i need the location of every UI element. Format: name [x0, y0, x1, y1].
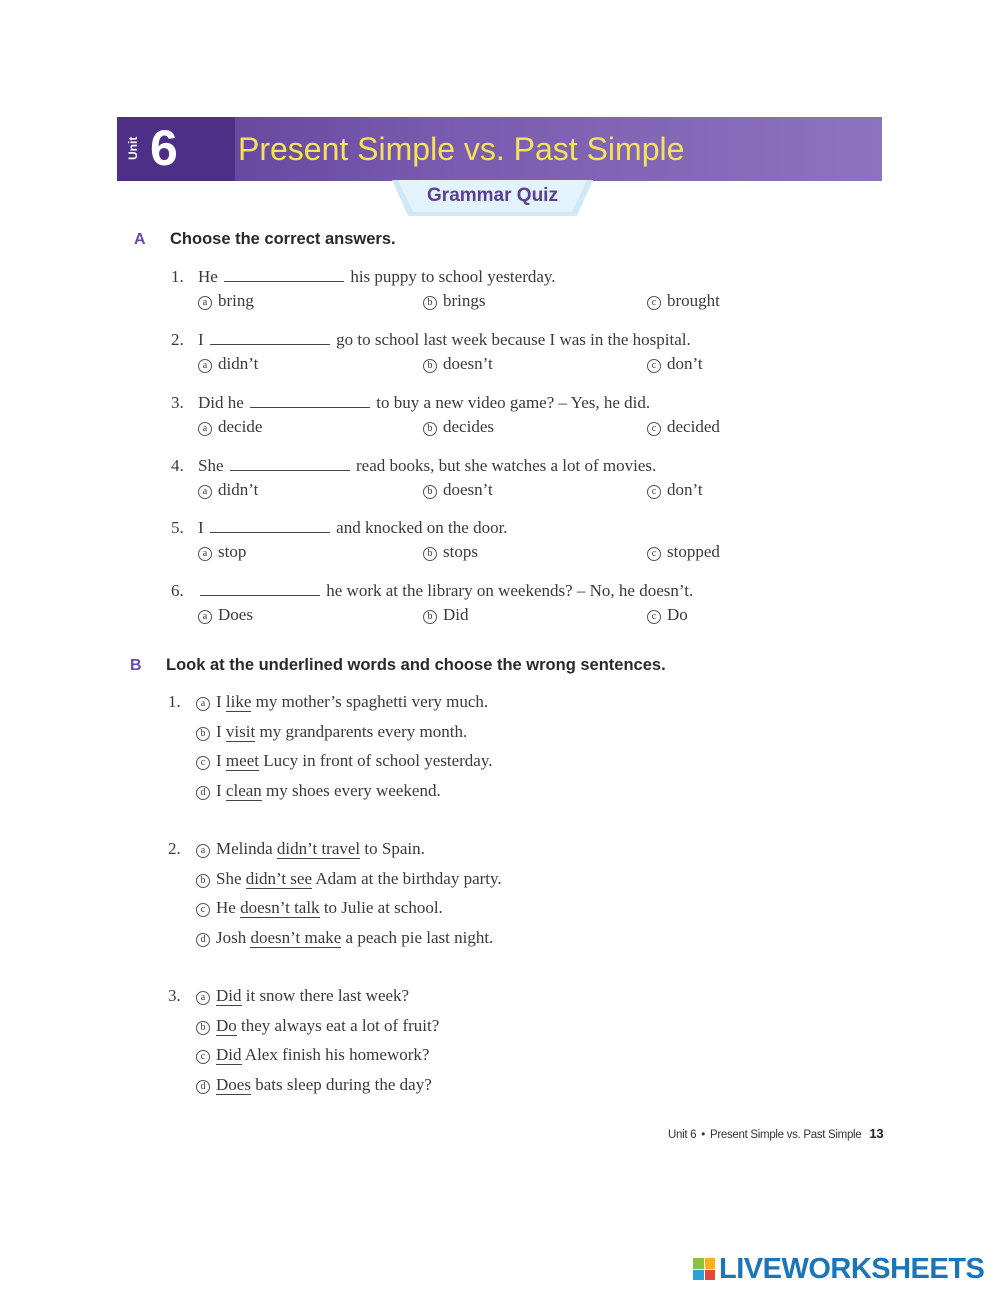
- footer-unit: Unit 6: [668, 1129, 697, 1141]
- option-marker-icon: a: [196, 991, 210, 1005]
- section-b-letter: B: [130, 657, 142, 674]
- option-c-label: don’t: [667, 480, 703, 499]
- sentence-start: I: [216, 780, 226, 800]
- sentence-start: Josh: [216, 927, 251, 947]
- option-b-marker-icon: b: [423, 547, 437, 561]
- option-c[interactable]: [647, 479, 703, 501]
- footer-topic: Present Simple vs. Past Simple: [709, 1129, 862, 1141]
- question-stem: [171, 266, 791, 290]
- option-b[interactable]: [423, 290, 486, 312]
- question-number: 1.: [171, 267, 184, 286]
- option-a-marker-icon: a: [198, 610, 212, 624]
- sentence-option-c[interactable]: [168, 751, 788, 781]
- sentence-option-b[interactable]: [168, 869, 788, 899]
- sentence-start: I: [216, 751, 226, 770]
- question-a-6: [171, 580, 791, 628]
- question-stem: [171, 517, 791, 541]
- option-marker-icon: b: [196, 1021, 210, 1035]
- option-b-label: doesn’t: [443, 480, 493, 499]
- page-footer: [668, 1126, 883, 1141]
- sentence-end: they always eat a lot of fruit?: [236, 1015, 440, 1035]
- sentence-option-d[interactable]: [168, 781, 788, 811]
- option-marker-icon: c: [196, 756, 210, 770]
- sentence: [196, 928, 493, 948]
- sentence: [196, 986, 409, 1006]
- sentence-end: bats sleep during the day?: [250, 1074, 432, 1094]
- option-c-label: Do: [667, 605, 688, 624]
- option-b-marker-icon: b: [423, 296, 437, 310]
- sentence-option-a[interactable]: [168, 839, 788, 869]
- option-b-marker-icon: b: [423, 485, 437, 499]
- option-b-label: stops: [443, 542, 478, 561]
- option-a-label: Does: [218, 605, 253, 624]
- option-c-marker-icon: c: [647, 422, 661, 436]
- option-marker-icon: d: [196, 786, 210, 800]
- footer-separator: •: [701, 1129, 705, 1141]
- underlined-words: visit: [225, 721, 256, 741]
- option-c[interactable]: [647, 353, 703, 375]
- option-a[interactable]: [198, 604, 253, 626]
- question-number: 5.: [171, 518, 184, 537]
- sentence: [196, 1016, 439, 1036]
- question-stem: [171, 329, 791, 353]
- liveworksheets-logo-icon: [693, 1258, 715, 1280]
- answer-options: [198, 353, 791, 377]
- question-stem: [171, 392, 791, 416]
- sentence: [196, 722, 467, 742]
- sentence-end: it snow there last week?: [241, 986, 410, 1005]
- option-c-marker-icon: c: [647, 610, 661, 624]
- answer-options: [198, 416, 791, 440]
- sentence-option-d[interactable]: [168, 1075, 788, 1105]
- sentence-option-a[interactable]: [168, 986, 788, 1016]
- sentence: [196, 898, 443, 918]
- option-a-label: bring: [218, 291, 254, 310]
- underlined-words: doesn’t talk: [240, 898, 320, 917]
- sentence-start: I: [216, 721, 226, 741]
- sentence-end: to Julie at school.: [319, 898, 443, 917]
- option-a-label: decide: [218, 417, 263, 436]
- sentence-option-b[interactable]: [168, 1016, 788, 1046]
- underlined-words: Did: [216, 986, 242, 1005]
- page-number: 13: [869, 1126, 884, 1141]
- option-marker-icon: a: [196, 844, 210, 858]
- option-b[interactable]: [423, 416, 494, 438]
- answer-blank[interactable]: [250, 393, 370, 408]
- option-marker-icon: a: [196, 697, 210, 711]
- question-a-2: [171, 329, 791, 377]
- underlined-words: didn’t see: [245, 868, 313, 888]
- answer-blank[interactable]: [200, 581, 320, 596]
- question-text-before: Did he: [198, 393, 244, 412]
- unit-number: 6: [150, 120, 178, 176]
- sentence: [196, 781, 441, 801]
- option-c[interactable]: [647, 541, 720, 563]
- option-c-label: decided: [667, 417, 720, 436]
- question-b-3: [168, 986, 788, 1104]
- option-c-label: don’t: [667, 354, 703, 373]
- question-stem: [171, 455, 791, 479]
- question-b-2: [168, 839, 788, 957]
- sentence-option-c[interactable]: [168, 1045, 788, 1075]
- sentence-end: my mother’s spaghetti very much.: [251, 692, 489, 711]
- sentence: [196, 1075, 432, 1095]
- answer-blank[interactable]: [210, 330, 330, 345]
- option-a-label: didn’t: [218, 354, 259, 373]
- answer-options: [198, 541, 791, 565]
- sentence-end: my shoes every weekend.: [261, 780, 441, 800]
- option-a-marker-icon: a: [198, 296, 212, 310]
- question-b-1: [168, 692, 788, 810]
- sentence: [196, 839, 425, 859]
- option-b[interactable]: [423, 541, 478, 563]
- option-b-label: doesn’t: [443, 354, 493, 373]
- answer-blank[interactable]: [210, 518, 330, 533]
- sentence-end: my grandparents every month.: [255, 721, 468, 741]
- section-a-instruction: Choose the correct answers.: [170, 230, 396, 248]
- question-text-after: and knocked on the door.: [336, 518, 508, 537]
- option-a-marker-icon: a: [198, 422, 212, 436]
- option-b-label: decides: [443, 417, 494, 436]
- option-marker-icon: d: [196, 933, 210, 947]
- sentence: [196, 751, 493, 771]
- question-number: 2.: [171, 330, 184, 349]
- option-b[interactable]: [423, 479, 493, 501]
- option-marker-icon: b: [196, 727, 210, 741]
- option-c-label: stopped: [667, 542, 720, 561]
- sentence-end: Lucy in front of school yesterday.: [258, 751, 493, 770]
- underlined-words: doesn’t make: [250, 927, 342, 947]
- question-text-after: go to school last week because I was in the hospital.: [336, 330, 691, 349]
- option-c-label: brought: [667, 291, 720, 310]
- option-marker-icon: b: [196, 874, 210, 888]
- option-a-marker-icon: a: [198, 359, 212, 373]
- underlined-words: Did: [216, 1045, 242, 1064]
- question-number: 4.: [171, 456, 184, 475]
- underlined-words: meet: [225, 751, 259, 770]
- sentence-end: a peach pie last night.: [341, 927, 494, 947]
- sentence-start: I: [216, 692, 226, 711]
- option-a[interactable]: [198, 416, 262, 438]
- option-marker-icon: c: [196, 1050, 210, 1064]
- question-a-4: [171, 455, 791, 503]
- sentence-option-c[interactable]: [168, 898, 788, 928]
- sentence-option-d[interactable]: [168, 928, 788, 958]
- option-a[interactable]: [198, 479, 258, 501]
- option-a-marker-icon: a: [198, 547, 212, 561]
- option-c-marker-icon: c: [647, 359, 661, 373]
- sentence-option-b[interactable]: [168, 722, 788, 752]
- unit-label: Unit: [126, 136, 140, 160]
- answer-blank[interactable]: [224, 267, 344, 282]
- sentence-end: Alex finish his homework?: [241, 1045, 430, 1064]
- option-b-marker-icon: b: [423, 610, 437, 624]
- option-c-marker-icon: c: [647, 296, 661, 310]
- section-b-instruction: Look at the underlined words and choose the wrong sentences.: [166, 656, 666, 674]
- question-text-after: read books, but she watches a lot of movies.: [356, 456, 657, 475]
- option-a[interactable]: [198, 353, 258, 375]
- option-a[interactable]: [198, 290, 254, 312]
- underlined-words: Do: [216, 1015, 237, 1035]
- option-c[interactable]: [647, 290, 720, 312]
- question-number: 6.: [171, 581, 184, 600]
- sentence: [196, 692, 488, 712]
- option-b-marker-icon: b: [423, 359, 437, 373]
- section-a-letter: A: [134, 231, 146, 248]
- question-text-before: She: [198, 456, 224, 475]
- sentence-start: She: [216, 868, 246, 888]
- page-title: Present Simple vs. Past Simple: [238, 131, 685, 167]
- question-text-before: I: [198, 518, 204, 537]
- question-number: 3.: [168, 986, 181, 1005]
- sentence: [196, 869, 502, 889]
- sentence-option-a[interactable]: [168, 692, 788, 722]
- question-number: 1.: [168, 692, 181, 711]
- question-a-1: [171, 266, 791, 314]
- question-text-after: his puppy to school yesterday.: [350, 267, 556, 286]
- option-a[interactable]: [198, 541, 246, 563]
- question-a-3: [171, 392, 791, 440]
- sentence-start: He: [216, 898, 241, 917]
- question-stem: [171, 580, 791, 604]
- option-c[interactable]: [647, 604, 688, 626]
- option-a-marker-icon: a: [198, 485, 212, 499]
- liveworksheets-brand: [693, 1253, 984, 1285]
- grammar-quiz-label: Grammar Quiz: [427, 185, 558, 206]
- underlined-words: clean: [225, 780, 262, 800]
- sentence-start: Melinda: [216, 839, 277, 858]
- option-a-label: stop: [218, 542, 247, 561]
- option-c[interactable]: [647, 416, 720, 438]
- sentence: [196, 1045, 429, 1065]
- option-b[interactable]: [423, 353, 493, 375]
- option-marker-icon: c: [196, 903, 210, 917]
- underlined-words: Does: [216, 1074, 251, 1094]
- option-c-marker-icon: c: [647, 547, 661, 561]
- option-b-label: Did: [443, 605, 469, 624]
- option-b-marker-icon: b: [423, 422, 437, 436]
- option-b-label: brings: [443, 291, 486, 310]
- underlined-words: didn’t travel: [276, 839, 361, 858]
- option-b[interactable]: [423, 604, 469, 626]
- option-marker-icon: d: [196, 1080, 210, 1094]
- question-number: 2.: [168, 839, 181, 858]
- question-number: 3.: [171, 393, 184, 412]
- answer-blank[interactable]: [230, 456, 350, 471]
- answer-options: [198, 604, 791, 628]
- option-c-marker-icon: c: [647, 485, 661, 499]
- question-a-5: [171, 517, 791, 565]
- underlined-words: like: [225, 692, 252, 711]
- sentence-end: to Spain.: [360, 839, 425, 858]
- brand-name: LIVEWORKSHEETS: [719, 1252, 985, 1285]
- question-text-before: He: [198, 267, 218, 286]
- question-text-after: he work at the library on weekends? – No, he doesn’t.: [326, 581, 694, 600]
- question-text-before: I: [198, 330, 204, 349]
- answer-options: [198, 290, 791, 314]
- option-a-label: didn’t: [218, 480, 259, 499]
- question-text-after: to buy a new video game? – Yes, he did.: [376, 393, 651, 412]
- answer-options: [198, 479, 791, 503]
- sentence-end: Adam at the birthday party.: [312, 868, 502, 888]
